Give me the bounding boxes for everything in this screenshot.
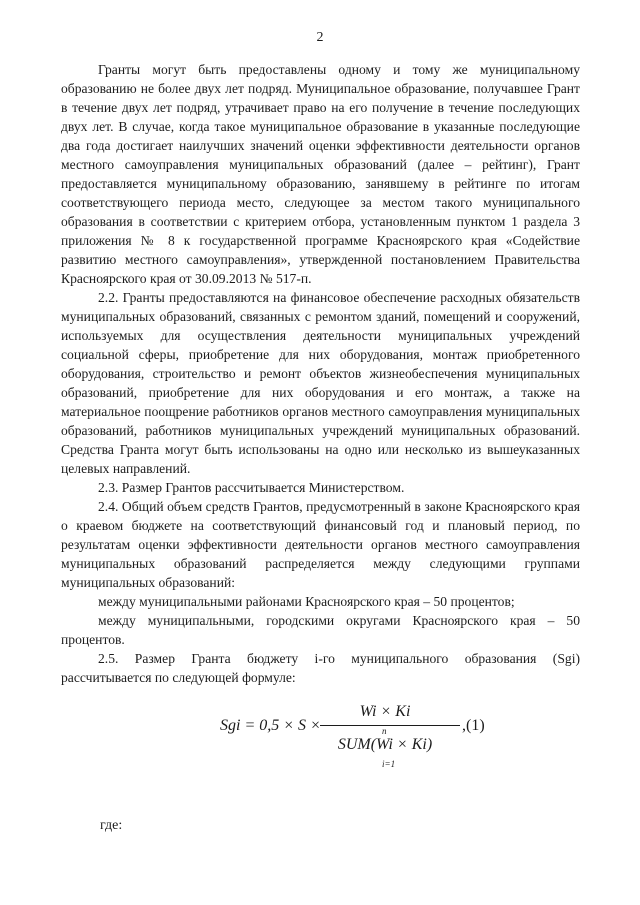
paragraph-city-districts: между муниципальными, городскими округами Красноярского края – 50 процентов. <box>61 613 580 647</box>
paragraph-districts: между муниципальными районами Красноярского края – 50 процентов; <box>98 594 515 609</box>
page-number: 2 <box>316 30 324 45</box>
paragraph-2-2: 2.2. Гранты предоставляются на финансовое обеспечение расходных обязательств муниципальных образований, связанных с ремонтом зданий, помещений и сооружений, используемых для осуществления деятельности муниципальных учреждений социальной сферы, приобретение для них оборудования, монтаж приобретенного оборудования, строительство и ремонт объектов жизнеобеспечения муниципальных образований, приобретение для них оборудования и его монтаж, а также на материальное поощрение работников органов местного самоуправления муниципальных образований, работников муниципальных учреждений муниципальных образований. Средства Гранта могут быть использованы на одно или несколько из вышеуказанных целевых направлений. <box>61 290 580 476</box>
paragraph-2-5: 2.5. Размер Гранта бюджету i-го муниципального образования (Sgi) рассчитывается по следующей формуле: <box>61 651 580 685</box>
formula-number: ,(1) <box>462 717 485 734</box>
where-label: где: <box>100 818 123 833</box>
formula-denominator: SUM(Wi × Ki) <box>337 736 433 753</box>
formula-lhs: Sgi = 0,5 × S × <box>220 717 321 734</box>
paragraph-2-3: 2.3. Размер Грантов рассчитывается Министерством. <box>98 480 405 495</box>
formula-lower-index: i=1 <box>382 759 396 769</box>
formula-upper-index: n <box>382 726 387 736</box>
grant-formula <box>200 693 500 773</box>
formula-numerator: Wi × Ki <box>359 703 411 720</box>
document-body <box>61 60 580 687</box>
paragraph-grants-limit: Гранты могут быть предоставлены одному и тому же муниципальному образованию не более двух лет подряд. Муниципальное образование, получавшее Грант в течение двух лет подряд, утрачивает право на его получение в течение последующих двух лет. В случае, когда такое муниципальное образование в указанные последующие два года достигает наилучших значений оценки эффективности деятельности органов местного самоуправления муниципальных образований (далее – рейтинг), Грант предоставляется муниципальному образованию, занявшему в рейтинге по итогам соответствующего периода место, следующее за местом такого муниципального образования в соответствии с критерием отбора, установленным пунктом 1 раздела 3 приложения № 8 к государственной программе Красноярского края «Содействие развитию местного самоуправления», утвержденной постановлением Правительства Красноярского края от 30.09.2013 № 517-п. <box>61 62 580 286</box>
fraction-bar <box>320 725 460 726</box>
paragraph-2-4: 2.4. Общий объем средств Грантов, предусмотренный в законе Красноярского края о краевом бюджете на соответствующий финансовый год и плановый период, по результатам оценки эффективности деятельности органов местного самоуправления муниципальных образований распределяется между следующими группами муниципальных образований: <box>61 499 580 590</box>
